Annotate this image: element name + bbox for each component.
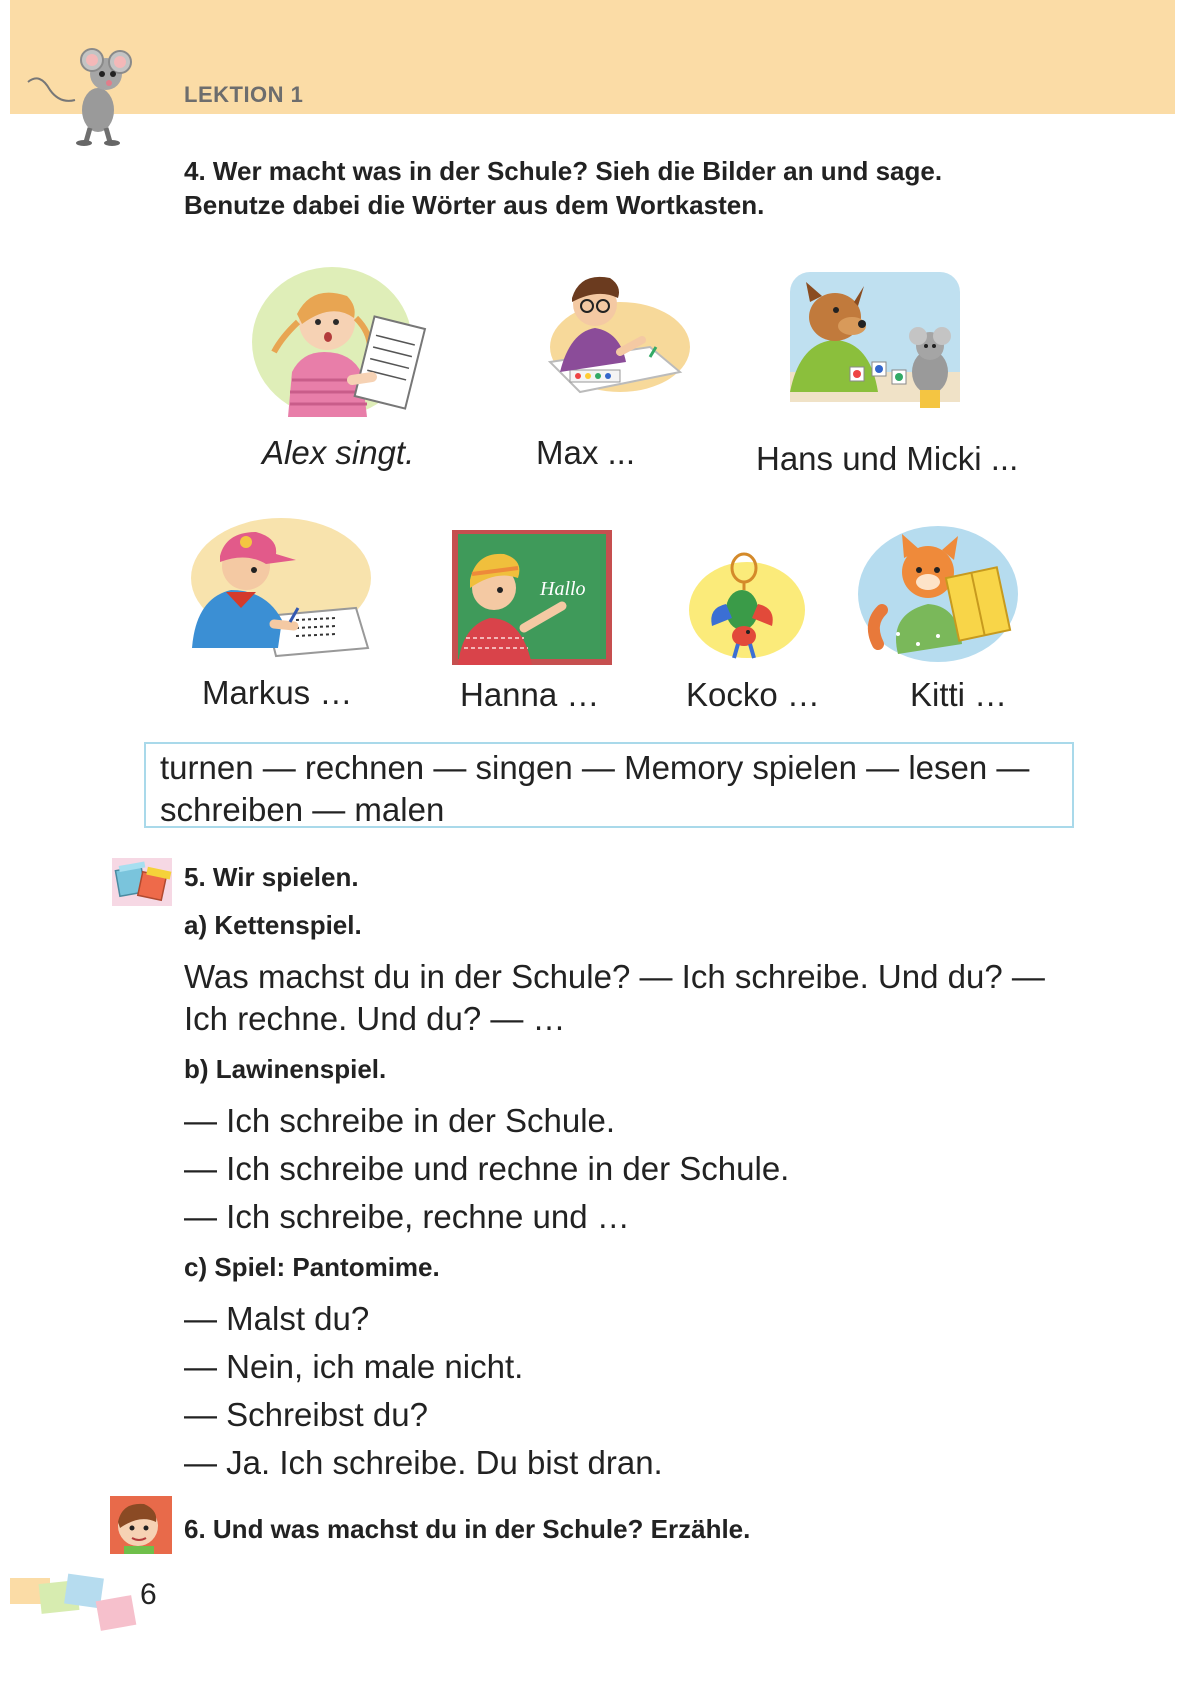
word-box — [144, 742, 1074, 828]
task4-title-line1: 4. Wer macht was in der Schule? Sieh die Bilder an und sage. — [184, 156, 943, 186]
task5-b-line2: — Ich schreibe und rechne in der Schule. — [184, 1150, 790, 1187]
page-number: 6 — [140, 1578, 157, 1611]
task5-a-line2: Ich rechne. Und du? — … — [184, 1000, 566, 1037]
child-face-icon — [110, 1496, 172, 1554]
kocko-parrot-picture — [682, 548, 812, 663]
lesson-label: LEKTION 1 — [184, 82, 304, 107]
max-painting-picture — [530, 252, 690, 402]
alex-singing-picture — [252, 252, 432, 422]
word-box-line2: schreiben — malen — [160, 791, 445, 828]
task5-title: 5. Wir spielen. — [184, 862, 359, 892]
task5-c-line1: — Malst du? — [184, 1300, 370, 1337]
task5-a-line1: Was machst du in der Schule? — Ich schreibe. Und du? — — [184, 958, 1045, 995]
task5-c-title: c) Spiel: Pantomime. — [184, 1252, 440, 1282]
caption-markus: Markus … — [202, 674, 353, 711]
markus-writing-picture — [186, 508, 376, 658]
caption-hans-micki: Hans und Micki ... — [756, 440, 1019, 477]
task5-c-line3: — Schreibst du? — [184, 1396, 428, 1433]
caption-kocko: Kocko … — [686, 676, 820, 713]
board-hallo-text: Hallo — [540, 578, 586, 600]
caption-kitti: Kitti … — [910, 676, 1008, 713]
task5-c-line2: — Nein, ich male nicht. — [184, 1348, 524, 1385]
caption-hanna: Hanna … — [460, 676, 600, 713]
mouse-mascot-icon — [20, 42, 140, 147]
task5-b-title: b) Lawinenspiel. — [184, 1054, 387, 1084]
kitti-cat-reading-picture — [858, 524, 1023, 664]
task5-b-line1: — Ich schreibe in der Schule. — [184, 1102, 616, 1139]
task5-a-title: a) Kettenspiel. — [184, 910, 362, 940]
task4-title-line2: Benutze dabei die Wörter aus dem Wortkasten. — [184, 190, 765, 220]
hanna-board-picture — [452, 530, 612, 665]
task6-title: 6. Und was machst du in der Schule? Erzähle. — [184, 1514, 751, 1544]
task5-b-line3: — Ich schreibe, rechne und … — [184, 1198, 630, 1235]
task5-c-line4: — Ja. Ich schreibe. Du bist dran. — [184, 1444, 663, 1481]
corner-decoration — [10, 1572, 145, 1632]
hans-micki-memory-picture — [780, 262, 970, 412]
caption-max: Max ... — [536, 434, 636, 471]
caption-alex: Alex singt. — [262, 434, 415, 471]
dice-icon — [112, 858, 172, 906]
word-box-line1: turnen — rechnen — singen — Memory spielen — lesen — — [160, 749, 1030, 786]
